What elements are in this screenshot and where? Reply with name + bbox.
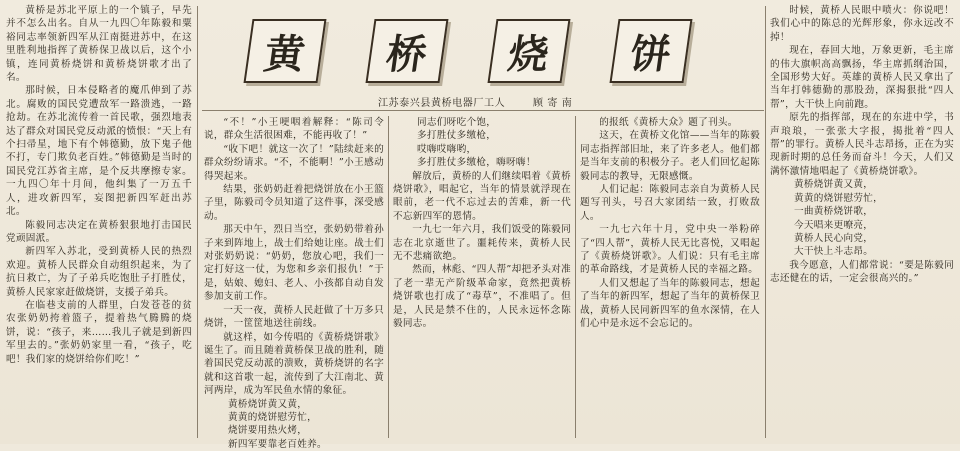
lyric-line: 黄黄的烧饼慰劳忙，	[794, 192, 884, 204]
lyric-line: 同志们呀吃个饱，	[417, 117, 497, 128]
article-column-3	[393, 116, 571, 440]
lyric-line: 大干快上斗志昂。	[794, 246, 874, 258]
lyric-line: 黄桥烧饼黄又黄，	[228, 398, 308, 410]
paragraph: 人们又想起了当年的陈毅同志，想起了当年的新四军，想起了当年的黄桥保卫战，黄桥人民同新四军的鱼水深情，在人们心中是永远不会忘记的。	[580, 277, 760, 330]
headline-char: 桥	[366, 19, 449, 83]
column-divider	[575, 116, 576, 438]
article-column-2	[204, 116, 384, 450]
paragraph: 在临巷支前的人群里，白发苍苍的贫农张奶奶挎着篮子，提着热气腾腾的烧饼，说：“孩子，来……我儿子就是到新四军里去的。”张奶奶家里一看，“孩子，吃吧！我们家的烧饼给你们吃！”	[6, 299, 192, 365]
article-column-5	[770, 4, 954, 440]
paragraph: 的报纸《黄桥大众》题了刊头。	[599, 117, 738, 128]
paragraph: 然而，林彪、“四人帮”却把矛头对准了老一辈无产阶级革命家，竟然把黄桥烧饼歌也打成了“毒草”，不准唱了。但是，人民是禁不住的，人民永远怀念陈毅同志。	[393, 264, 572, 330]
column-divider	[388, 116, 389, 438]
lyric-line: 多打胜仗多缴枪，嗨呀嗨！	[417, 157, 536, 169]
paragraph: 新四军入苏北，受到黄桥人民的热烈欢迎。黄桥人民群众自动组织起来，为了抗日救亡，为了子弟兵吃饱肚子打胜仗，黄桥人民家家赶做烧饼，支援子弟兵。	[6, 246, 192, 298]
paragraph: 黄桥是苏北平原上的一个镇子，早先并不怎么出名。自从一九四〇年陈毅和粟裕同志率领新四军从江南挺进苏中，在这里胜利地指挥了黄桥保卫战以后，这个小镇，连同黄桥烧饼和黄桥烧饼歌才出了名。	[6, 5, 192, 84]
lyric-line: 黄桥人民心向党，	[794, 232, 874, 244]
paragraph: 结果，张奶奶赶着把烧饼放在小王篮子里，陈毅司令员知道了这件事，深受感动。	[204, 184, 384, 222]
paragraph: “收下吧！就这一次了！”陆续赶来的群众纷纷请求。“不，不能啊！”小王感动得哭起来。	[204, 143, 384, 182]
lyric-line: 今天唱来更嘹亮，	[794, 219, 874, 231]
headline-char: 黄	[244, 19, 327, 83]
paragraph: 这天，在黄桥文化馆——当年的陈毅同志指挥部旧址，来了许多老人。他们都是当年支前的积极分子。老人们回忆起陈毅同志的教导，无限感慨。	[580, 130, 760, 182]
lyric-line: 黄黄的烧饼慰劳忙，	[228, 411, 318, 423]
column-divider	[197, 6, 198, 438]
paragraph: 那天中午，烈日当空，张奶奶带着孙子来到阵地上，战士们给她让座。战士们对张奶奶说：“奶奶，您放心吧，我们一定打好这一仗，为您和乡亲们报仇！”于是，姑娘、媳妇、老人、小孩都自动自发参加支前工作。	[204, 224, 384, 303]
closing-paragraph: 我今愿意，人们都常说：“要是陈毅同志还健在的话，一定会很高兴的。”	[770, 259, 954, 285]
paragraph: 那时候，日本侵略者的魔爪伸到了苏北。腐败的国民党遭敌军一路溃逃，一路抢劫。在苏北流传着一首民歌，强烈地表达了群众对国民党反动派的愤恨：“天上有个扫帚星，地下有个韩德勤，放下鬼子他不打，专门欺负老百姓。”韩德勤是当时的国民党江苏省主席，是个反共摩擦专家。一九四〇年十月间，他纠集了一万五千人，进攻新四军，妄图把新四军赶出苏北。	[6, 85, 192, 218]
paragraph: “不！”小王哽咽着解释：“陈司令说，群众生活很困难，不能再收了！”	[204, 117, 384, 142]
headline-rule	[202, 110, 764, 111]
paragraph: 一九七六年十月，党中央一举粉碎了“四人帮”，黄桥人民无比喜悦，又唱起了《黄桥烧饼歌》。人们说：只有毛主席的革命路线，才是黄桥人民的幸福之路。	[580, 224, 760, 276]
article-column-1	[6, 4, 192, 440]
paragraph: 原先的指挥部，现在的东进中学，书声琅琅，一张张大字报，揭批着“四人帮”的罪行。黄桥人民斗志昂扬，正在为实现新时期的总任务而奋斗！今天，人们又满怀激情地唱起了《黄桥烧饼歌》。	[770, 112, 954, 177]
paragraph: 时候，黄桥人民眼中喷火：你说吧！我们心中的陈总的光辉形象，你永远改不掉！	[770, 5, 954, 43]
byline-author: 顾 寄 南	[532, 98, 573, 109]
byline-org: 江苏泰兴县黄桥电器厂工人	[378, 98, 506, 109]
paragraph: 陈毅同志决定在黄桥狠狠地打击国民党顽固派。	[6, 219, 192, 244]
paragraph: 一九七一年六月，我们饭受的陈毅同志在北京逝世了。噩耗传来，黄桥人民无不悲痛欲绝。	[393, 224, 571, 263]
lyric-line: 哎嗨哎嗨哟，	[417, 143, 477, 155]
lyric-line: 新四军要靠老百姓养。	[228, 438, 327, 450]
headline-char: 烧	[488, 19, 571, 83]
paragraph: 人们记起：陈毅同志亲自为黄桥人民题写刊头，号召大家团结一致，打败敌人。	[580, 184, 760, 222]
paragraph: 解放后，黄桥的人们继续唱着《黄桥烧饼歌》，唱起它，当年的情景就浮现在眼前，老一代不忘过去的苦难，新一代不忘新四军的恩情。	[393, 170, 571, 222]
byline	[378, 94, 572, 109]
headline	[248, 12, 688, 90]
column-divider	[765, 6, 766, 438]
article-column-4	[580, 116, 760, 440]
lyric-line: 一曲黄桥烧饼歌，	[794, 206, 874, 218]
lyric-line: 烧饼要用热火烤，	[228, 425, 308, 437]
headline-char: 饼	[610, 19, 693, 83]
paragraph: 就这样，如今传唱的《黄桥烧饼歌》诞生了。而且随着黄桥保卫战的胜利，随着国民党反动派的溃败，黄桥烧饼的名字就和这首歌一起，流传到了大江南北、黄河两岸，成为军民鱼水情的象征。	[204, 331, 384, 397]
lyric-line: 黄桥烧饼黄又黄，	[794, 179, 874, 191]
paragraph: 一天一夜，黄桥人民赶做了十万多只烧饼，一筐筐地送往前线。	[204, 304, 384, 330]
paragraph: 现在，春回大地，万象更新，毛主席的伟大旗帜高高飘扬，华主席抓纲治国，全国形势大好。英雄的黄桥人民又拿出了当年打韩德勤的那股劲，深揭狠批“四人帮”，大干快上向前跑。	[770, 45, 954, 110]
lyric-line: 多打胜仗多缴枪，	[417, 130, 497, 142]
